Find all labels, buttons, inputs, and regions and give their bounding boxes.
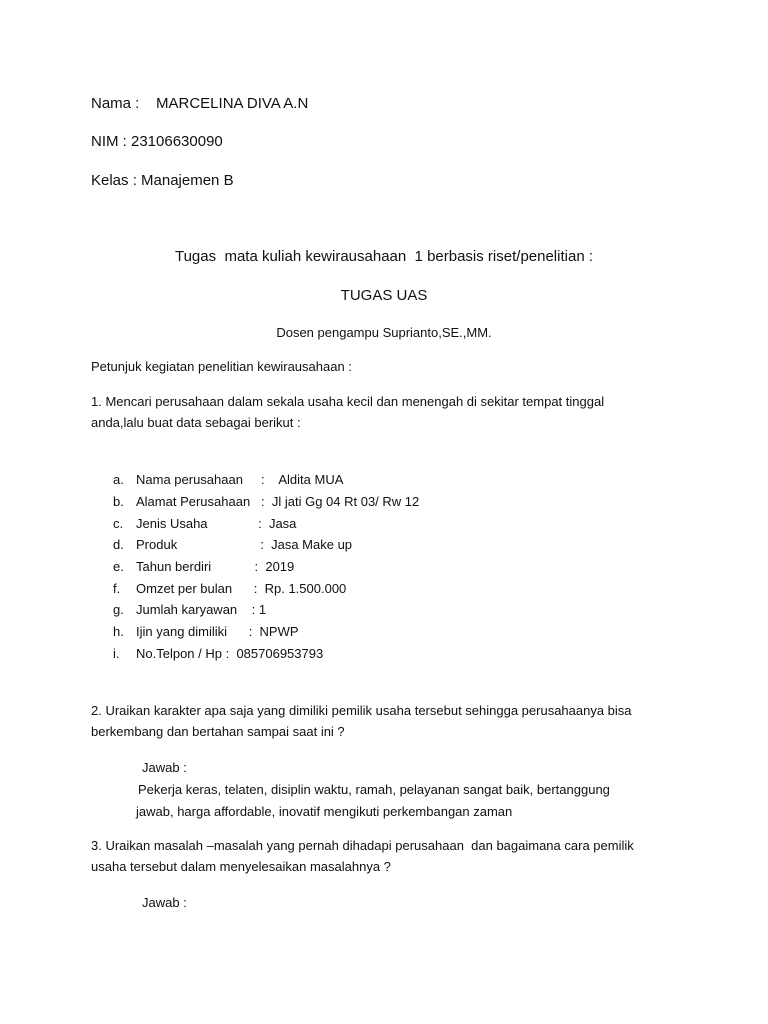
list-item-text: Ijin yang dimiliki : NPWP: [136, 624, 299, 639]
list-item-text: Omzet per bulan : Rp. 1.500.000: [136, 581, 347, 596]
answer-3-label: Jawab :: [142, 895, 187, 910]
answer-2-line-1: Pekerja keras, telaten, disiplin waktu, ramah, pelayanan sangat baik, bertanggung: [138, 782, 610, 797]
list-marker: h.: [113, 624, 124, 639]
list-item-text: Jenis Usaha : Jasa: [136, 516, 297, 531]
list-marker: b.: [113, 494, 124, 509]
list-marker: d.: [113, 537, 124, 552]
answer-2-label: Jawab :: [142, 760, 187, 775]
list-marker: f.: [113, 581, 121, 596]
student-name: Nama : MARCELINA DIVA A.N: [91, 95, 309, 112]
question-1-line-1: 1. Mencari perusahaan dalam sekala usaha kecil dan menengah di sekitar tempat tinggal: [91, 394, 605, 409]
list-item-text: Alamat Perusahaan : Jl jati Gg 04 Rt 03/ Rw 12: [136, 494, 420, 509]
list-item-text: No.Telpon / Hp : 085706953793: [136, 646, 324, 661]
question-2-line-1: 2. Uraikan karakter apa saja yang dimiliki pemilik usaha tersebut sehingga perusahaanya bisa: [91, 703, 632, 718]
assignment-title: Tugas mata kuliah kewirausahaan 1 berbasis riset/penelitian :: [174, 248, 593, 265]
student-nim: NIM : 23106630090: [91, 133, 223, 150]
list-marker: c.: [113, 516, 124, 531]
list-item-text: Nama perusahaan : Aldita MUA: [136, 472, 344, 487]
question-2-line-2: berkembang dan bertahan sampai saat ini ?: [91, 724, 345, 739]
lecturer-line: Dosen pengampu Suprianto,SE.,MM.: [276, 325, 492, 340]
list-item-text: Tahun berdiri : 2019: [136, 559, 295, 574]
instructions-heading: Petunjuk kegiatan penelitian kewirausahaan :: [91, 359, 352, 374]
list-marker: a.: [113, 472, 124, 487]
list-item-text: Produk : Jasa Make up: [136, 537, 353, 552]
list-marker: g.: [113, 602, 124, 617]
question-3-line-2: usaha tersebut dalam menyelesaikan masalahnya ?: [91, 859, 391, 874]
assignment-subtitle: TUGAS UAS: [340, 287, 428, 304]
list-marker: e.: [113, 559, 124, 574]
student-class: Kelas : Manajemen B: [91, 172, 234, 189]
list-marker: i.: [113, 646, 120, 661]
answer-2-line-2: jawab, harga affordable, inovatif mengikuti perkembangan zaman: [136, 804, 513, 819]
question-1-line-2: anda,lalu buat data sebagai berikut :: [91, 415, 301, 430]
question-3-line-1: 3. Uraikan masalah –masalah yang pernah dihadapi perusahaan dan bagaimana cara pemilik: [91, 838, 634, 853]
list-item-text: Jumlah karyawan : 1: [136, 602, 267, 617]
